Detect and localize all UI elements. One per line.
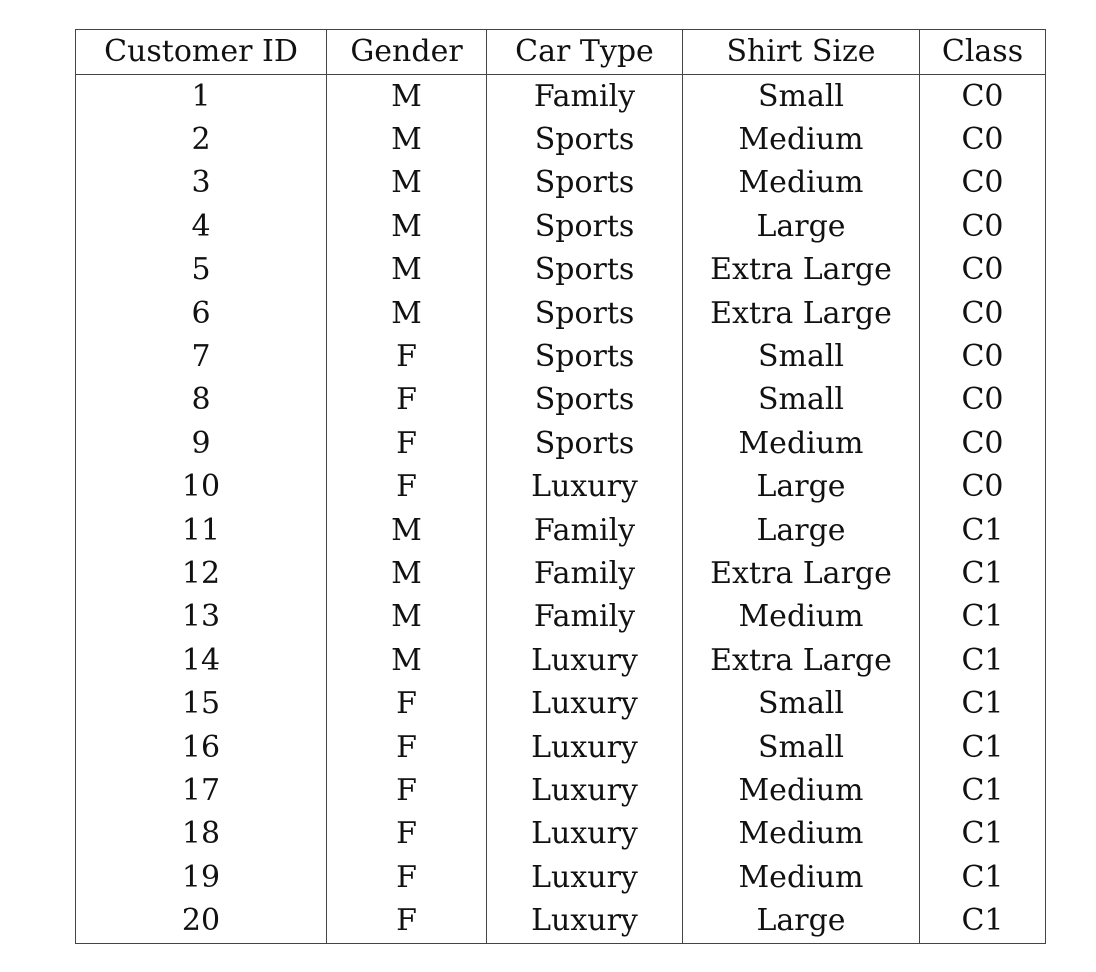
cell-shirt-size: Medium [683, 813, 920, 856]
cell-gender: F [327, 856, 487, 899]
cell-customer-id: 18 [76, 813, 327, 856]
cell-class: C1 [920, 899, 1046, 943]
cell-shirt-size: Medium [683, 856, 920, 899]
cell-shirt-size: Large [683, 205, 920, 248]
cell-class: C1 [920, 726, 1046, 769]
cell-class: C1 [920, 509, 1046, 552]
cell-car-type: Sports [487, 379, 683, 422]
cell-shirt-size: Extra Large [683, 552, 920, 595]
cell-shirt-size: Large [683, 509, 920, 552]
table-row [76, 466, 1046, 509]
cell-car-type: Luxury [487, 682, 683, 725]
table-row [76, 639, 1046, 682]
cell-gender: M [327, 205, 487, 248]
cell-shirt-size: Small [683, 379, 920, 422]
cell-car-type: Luxury [487, 899, 683, 943]
cell-gender: M [327, 639, 487, 682]
table-row [76, 509, 1046, 552]
cell-gender: F [327, 335, 487, 378]
cell-shirt-size: Small [683, 726, 920, 769]
cell-gender: F [327, 379, 487, 422]
cell-gender: F [327, 813, 487, 856]
header-class: Class [920, 30, 1046, 75]
cell-gender: F [327, 466, 487, 509]
cell-car-type: Sports [487, 422, 683, 465]
cell-customer-id: 16 [76, 726, 327, 769]
cell-car-type: Sports [487, 162, 683, 205]
cell-shirt-size: Small [683, 75, 920, 119]
cell-customer-id: 19 [76, 856, 327, 899]
cell-class: C1 [920, 769, 1046, 812]
table-row [76, 856, 1046, 899]
customer-table [75, 29, 1046, 944]
cell-gender: M [327, 292, 487, 335]
table-row [76, 335, 1046, 378]
cell-gender: F [327, 422, 487, 465]
table-row [76, 249, 1046, 292]
cell-customer-id: 3 [76, 162, 327, 205]
table-row [76, 75, 1046, 119]
cell-gender: F [327, 682, 487, 725]
cell-customer-id: 2 [76, 118, 327, 161]
cell-gender: M [327, 162, 487, 205]
cell-car-type: Luxury [487, 856, 683, 899]
cell-customer-id: 13 [76, 596, 327, 639]
cell-gender: F [327, 726, 487, 769]
table-body [76, 75, 1046, 944]
cell-customer-id: 4 [76, 205, 327, 248]
cell-customer-id: 1 [76, 75, 327, 119]
table-container [75, 29, 1046, 944]
cell-customer-id: 6 [76, 292, 327, 335]
cell-car-type: Sports [487, 118, 683, 161]
cell-shirt-size: Medium [683, 422, 920, 465]
table-row [76, 769, 1046, 812]
cell-class: C1 [920, 813, 1046, 856]
cell-gender: M [327, 509, 487, 552]
table-row [76, 682, 1046, 725]
cell-shirt-size: Medium [683, 162, 920, 205]
cell-gender: M [327, 249, 487, 292]
cell-car-type: Sports [487, 292, 683, 335]
cell-class: C1 [920, 639, 1046, 682]
cell-shirt-size: Medium [683, 769, 920, 812]
cell-car-type: Family [487, 552, 683, 595]
table-header [76, 30, 1046, 75]
cell-shirt-size: Extra Large [683, 249, 920, 292]
cell-shirt-size: Extra Large [683, 639, 920, 682]
cell-car-type: Sports [487, 249, 683, 292]
cell-customer-id: 17 [76, 769, 327, 812]
cell-shirt-size: Medium [683, 596, 920, 639]
cell-class: C0 [920, 118, 1046, 161]
cell-car-type: Sports [487, 335, 683, 378]
cell-class: C1 [920, 682, 1046, 725]
table-row [76, 118, 1046, 161]
cell-customer-id: 8 [76, 379, 327, 422]
cell-car-type: Luxury [487, 813, 683, 856]
cell-car-type: Luxury [487, 639, 683, 682]
cell-shirt-size: Extra Large [683, 292, 920, 335]
cell-customer-id: 14 [76, 639, 327, 682]
cell-shirt-size: Small [683, 682, 920, 725]
cell-car-type: Family [487, 596, 683, 639]
cell-customer-id: 12 [76, 552, 327, 595]
cell-class: C0 [920, 466, 1046, 509]
cell-shirt-size: Large [683, 899, 920, 943]
table-row [76, 422, 1046, 465]
cell-car-type: Sports [487, 205, 683, 248]
cell-customer-id: 20 [76, 899, 327, 943]
cell-gender: M [327, 596, 487, 639]
cell-car-type: Luxury [487, 769, 683, 812]
cell-car-type: Luxury [487, 726, 683, 769]
cell-gender: M [327, 75, 487, 119]
table-row [76, 813, 1046, 856]
cell-class: C0 [920, 205, 1046, 248]
cell-class: C1 [920, 856, 1046, 899]
cell-class: C0 [920, 379, 1046, 422]
cell-class: C0 [920, 292, 1046, 335]
header-shirt-size: Shirt Size [683, 30, 920, 75]
header-row [76, 30, 1046, 75]
table-row [76, 292, 1046, 335]
cell-car-type: Luxury [487, 466, 683, 509]
cell-class: C0 [920, 162, 1046, 205]
table-row [76, 726, 1046, 769]
cell-class: C0 [920, 249, 1046, 292]
cell-shirt-size: Small [683, 335, 920, 378]
cell-shirt-size: Medium [683, 118, 920, 161]
cell-gender: M [327, 552, 487, 595]
cell-car-type: Family [487, 75, 683, 119]
table-row [76, 552, 1046, 595]
table-row [76, 205, 1046, 248]
header-car-type: Car Type [487, 30, 683, 75]
cell-customer-id: 5 [76, 249, 327, 292]
header-customer-id: Customer ID [76, 30, 327, 75]
cell-car-type: Family [487, 509, 683, 552]
header-gender: Gender [327, 30, 487, 75]
cell-class: C1 [920, 552, 1046, 595]
cell-gender: M [327, 118, 487, 161]
table-row [76, 162, 1046, 205]
table-row [76, 596, 1046, 639]
cell-customer-id: 11 [76, 509, 327, 552]
cell-customer-id: 15 [76, 682, 327, 725]
cell-class: C0 [920, 422, 1046, 465]
cell-class: C1 [920, 596, 1046, 639]
cell-customer-id: 7 [76, 335, 327, 378]
cell-customer-id: 9 [76, 422, 327, 465]
cell-customer-id: 10 [76, 466, 327, 509]
cell-gender: F [327, 769, 487, 812]
cell-class: C0 [920, 75, 1046, 119]
cell-class: C0 [920, 335, 1046, 378]
table-row [76, 899, 1046, 943]
table-row [76, 379, 1046, 422]
cell-shirt-size: Large [683, 466, 920, 509]
cell-gender: F [327, 899, 487, 943]
